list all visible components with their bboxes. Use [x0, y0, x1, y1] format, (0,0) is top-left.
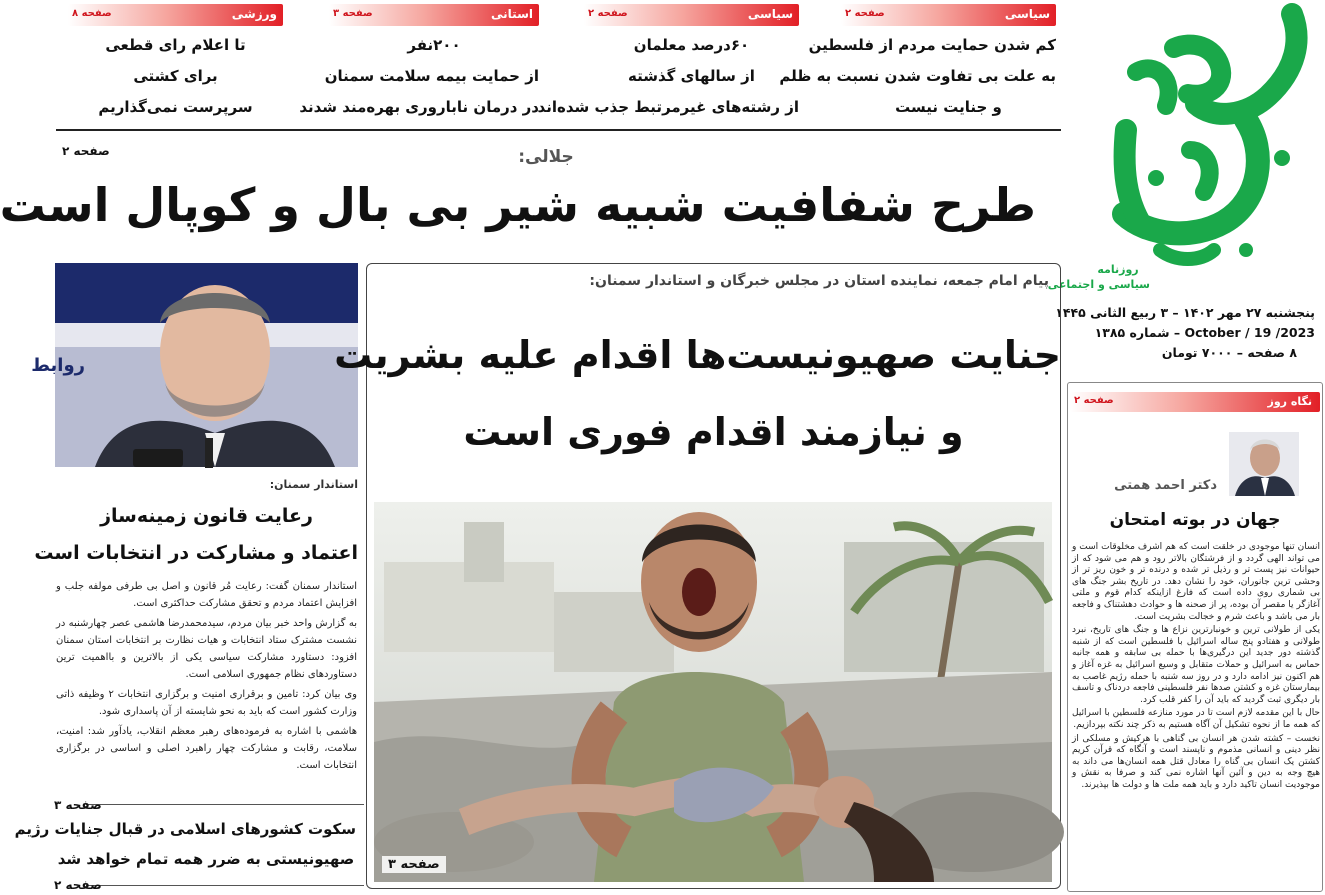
author-name: دکتر احمد همتی — [1114, 478, 1217, 493]
governor-photo — [31, 263, 358, 467]
opinion-paragraph: انسان تنها موجودی در خلقت است که هم اشرف مخلوقات است و می تواند الهی گردد و از فرشتگان بالاتر رود و هم می شود که از حیوانات نیز پست تر و رذیل تر شده و درنده تر و خون ریز تر از وحشی ترین جانوران، خود را نشان دهد. در تاریخ بشر جنگ های بی شماری روی داده است که فارغ ازاینکه کدام قوم و ملتی آغازگر یا مقصر آن بوده، پر از صحنه ها و حوادث دهشتناک و فاجعه بار می باشد و باعث شرم و خجالت بشریت است. — [1072, 542, 1320, 622]
lead-page: صفحه ۲ — [62, 144, 110, 158]
teaser-sports[interactable] — [68, 4, 283, 122]
tagline — [1047, 262, 1150, 292]
left-paragraph: به گزارش واحد خبر بیان مردم، سیدمحمدرضا هاشمی عصر چهارشنبه در نشست مشترک ستاد انتخابات و هیات نظارت بر انتخابات استان سمنان افزود: دستاورد مشارکت سیاسی یکی از بالاترین و بااهمیت ترین دستاوردهای نظام جمهوری اسلامی است. — [56, 618, 357, 680]
left-article-body — [56, 578, 357, 771]
left-bottom-headline-2[interactable]: صهیونیستی به ضرر همه تمام خواهد شد — [57, 850, 355, 868]
issue-line: October / 19 /2023 – شماره ۱۳۸۵ — [1094, 325, 1315, 340]
opinion-headline[interactable]: جهان در بوته امتحان — [1109, 510, 1281, 530]
teaser-line: ۲۰۰نفر — [407, 36, 461, 54]
section-tag — [68, 4, 283, 26]
teaser-divider — [56, 129, 1061, 131]
section-label: سیاسی — [747, 7, 793, 21]
teaser-line: کم شدن حمایت مردم از فلسطین — [808, 36, 1056, 54]
section-label: ورزشی — [231, 7, 277, 21]
section-page: صفحه ۲ — [588, 8, 628, 19]
section-tag — [841, 4, 1056, 26]
left-divider-2 — [86, 885, 364, 886]
teaser-line: از رشته‌های غیرمرتبط جذب شده‌اند — [537, 98, 799, 116]
opinion-tag — [1070, 392, 1320, 412]
left-kicker: استاندار سمنان: — [269, 478, 358, 491]
left-bottom-page: صفحه ۳ — [54, 798, 102, 812]
section-tag — [329, 4, 539, 26]
price-line: ۸ صفحه – ۷۰۰۰ تومان — [1161, 345, 1297, 360]
teaser-line: از سالهای گذشته — [628, 67, 755, 85]
masthead — [1047, 0, 1322, 300]
section-page: صفحه ۸ — [72, 8, 112, 19]
section-label: استانی — [491, 7, 533, 21]
left-bottom-headline-1[interactable]: سکوت کشورهای اسلامی در قبال جنایات رژیم — [14, 820, 356, 838]
left-paragraph: وی بیان کرد: تامین و برقراری امنیت و برگزاری انتخابات ۲ وظیفه ذاتی وزارت کشور است که باید به نحو شایسته از آن پاسداری شود. — [56, 689, 357, 717]
lead-kicker: جلالی: — [518, 147, 574, 167]
left-headline-1[interactable]: رعایت قانون زمینه‌ساز — [100, 505, 313, 527]
author-photo — [1229, 432, 1299, 496]
teaser-line: سرپرست نمی‌گذاریم — [98, 98, 253, 116]
opinion-page: صفحه ۲ — [1074, 395, 1114, 406]
teaser-line: برای کشتی — [133, 67, 218, 85]
teaser-line: تا اعلام رای قطعی — [105, 36, 246, 54]
section-page: صفحه ۲ — [845, 8, 885, 19]
left-paragraph: استاندار سمنان گفت: رعایت مُر قانون و اصل بی طرفی مولفه جلب و افزایش اعتماد مردم و تحقق مشارکت حداکثری است. — [56, 581, 357, 609]
opinion-paragraph: نخست – کشته شدن هر انسان بی گناهی با هرکیش و مسلکی از نظر دینی و انسانی مذموم و ناپسند است و آنگاه که قرآن کریم کشتن یک انسان بی گناه را معادل قتل همه انسان‌ها می داند به هیچ وجه به دین و آئین آنها اشاره نمی کند و صرفا به نقش و موجودیت انسان تاکید دارد و باید همه ملت ها و دولت ها بپذیرند. — [1072, 733, 1320, 790]
center-headline-2[interactable]: و نیازمند اقدام فوری است — [463, 410, 964, 454]
lead-headline[interactable]: طرح شفافیت شبیه شیر بی بال و کوپال است — [0, 178, 1036, 232]
section-label: سیاسی — [1004, 7, 1050, 21]
teaser-politics-1[interactable] — [779, 4, 1056, 122]
teaser-line: ۶۰درصد معلمان — [633, 36, 750, 54]
opinion-paragraph: یکی از طولانی ترین و خونبارترین نزاع ها و جنگ های تاریخ، نبرد طولانی و هفتادو پنج ساله اسرائیل با فلسطین است که از شنبه گذشته دور جدید این درگیری‌ها با حمله بی سابقه و همه جانبه حماس به اسرائیل و حملات متقابل و وسیع اسرائیل به غزه آغاز و هم اکنون نیز ادامه دارد و در روز سه شنبه با حمله رژیم غاصب به بیمارستان غزه و کشتن صدها نفر فلسطینی فاجعه دردناک و تاسف بار دیگری ثبت گردید که باید آن را کفر قلب کرد. — [1072, 625, 1320, 705]
section-tag — [584, 4, 799, 26]
section-page: صفحه ۳ — [333, 8, 373, 19]
newspaper-logo — [1096, 0, 1316, 270]
teaser-line: از حمایت بیمه سلامت سمنان — [324, 67, 539, 85]
left-last-page: صفحه ۲ — [54, 878, 102, 892]
center-kicker: پیام امام جمعه، نماینده استان در مجلس خبرگان و استاندار سمنان: — [589, 273, 1049, 289]
svg-text:روابط: روابط — [31, 355, 85, 376]
left-divider — [86, 804, 364, 805]
left-paragraph: هاشمی با اشاره به فرموده‌های رهبر معظم انقلاب، یادآور شد: امنیت، سلامت، رقابت و مشارکت چهار راهبرد اصلی و اساسی در برگزاری انتخابات است. — [56, 726, 357, 771]
teaser-line: به علت بی تفاوت شدن نسبت به ظلم — [779, 67, 1056, 85]
main-news-photo — [374, 502, 1052, 882]
teaser-line: و جنایت نیست — [895, 98, 1002, 116]
teaser-line: در درمان ناباروری بهره‌مند شدند — [299, 98, 539, 116]
tagline-line-2: سیاسی و اجتماعی — [1047, 278, 1150, 291]
teaser-provincial[interactable] — [299, 4, 539, 122]
date-line: پنجشنبه ۲۷ مهر ۱۴۰۲ – ۳ ربیع الثانی ۱۴۴۵ — [1055, 305, 1315, 320]
left-headline-2[interactable]: اعتماد و مشارکت در انتخابات است — [34, 542, 358, 564]
opinion-paragraph: حال با این مقدمه لازم است تا در مورد منازعه فلسطین با اسرائیل که همه ما از نحوه تشکیل آن آگاه هستیم به ذکر چند نکته بپردازیم. — [1072, 708, 1320, 730]
photo-page-ref: صفحه ۳ — [382, 856, 446, 873]
tagline-line-1: روزنامه — [1097, 263, 1139, 276]
center-headline-1[interactable]: جنایت صهیونیست‌ها اقدام علیه بشریت — [334, 333, 1061, 377]
opinion-body — [1072, 542, 1320, 887]
opinion-section-label: نگاه روز — [1267, 395, 1312, 408]
teaser-politics-2[interactable] — [537, 4, 799, 122]
